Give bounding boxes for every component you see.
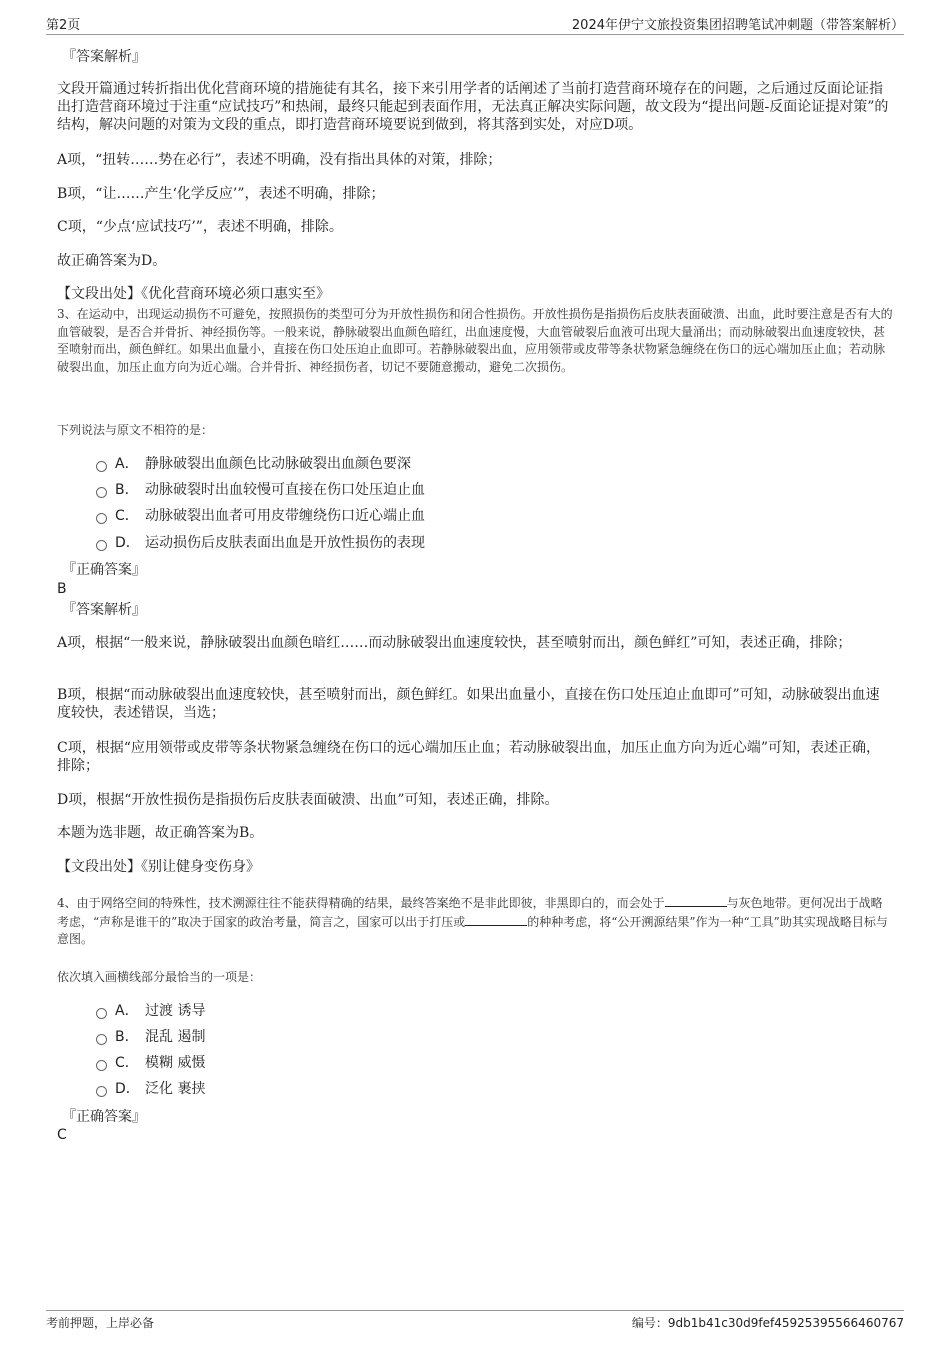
q3-analysis-heading: 『答案解析』 (62, 602, 146, 618)
radio-icon[interactable] (96, 461, 107, 472)
radio-icon[interactable] (96, 1086, 107, 1097)
radio-icon[interactable] (96, 1008, 107, 1019)
page-number: 第2页 (46, 18, 81, 33)
q3-option-d[interactable]: D． 运动损伤后皮肤表面出血是开放性损伤的表现 (96, 534, 425, 552)
q3-analysis-c: C项，根据“应用领带或皮带等条状物紧急缠绕在伤口的远心端加压止血；若动脉破裂出血，加压止血方向为近心端”可知，表述正确，排除； (57, 740, 881, 774)
q3-analysis-b: B项，根据“而动脉破裂出血速度较快，甚至喷射而出，颜色鲜红。如果出血量小，直接在伤口处压迫止血即可”可知，动脉破裂出血速度较快，表述错误，当选； (57, 687, 880, 721)
page-header (46, 12, 904, 35)
q3-option-c[interactable]: C． 动脉破裂出血者可用皮带缠绕伤口近心端止血 (96, 507, 425, 525)
q4-option-d[interactable]: D． 泛化 裹挟 (96, 1080, 205, 1098)
q3-answer-heading: 『正确答案』 (62, 562, 146, 578)
radio-icon[interactable] (96, 487, 107, 498)
q3-source: 【文段出处】《别让健身变伤身》 (57, 859, 260, 875)
q3-option-a[interactable]: A． 静脉破裂出血颜色比动脉破裂出血颜色要深 (96, 455, 411, 473)
q4-question: 依次填入画横线部分最恰当的一项是： (57, 970, 262, 984)
q4-option-b[interactable]: B． 混乱 遏制 (96, 1028, 205, 1046)
q3-answer: B (57, 581, 67, 597)
page-footer (46, 1310, 904, 1333)
blank-1 (665, 894, 727, 907)
q4-passage: 4、由于网络空间的特殊性，技术溯源往往不能获得精确的结果，最终答案绝不是非此即彼，非黑即白的，而会处于 与灰色地带。更何况出于战略考虑，“声称是谁干的”取决于国家的政治考量，简言之，国家可以出于打压或 的种种考虑，将“公开溯源结果”作为一种“工具”助其实现战略目标与意图。 (57, 896, 888, 946)
q3-analysis-a: A项，根据“一般来说，静脉破裂出血颜色暗红……而动脉破裂出血速度较快，甚至喷射而出，颜色鲜红”可知，表述正确，排除； (57, 635, 852, 651)
radio-icon[interactable] (96, 540, 107, 551)
q4-answer-heading: 『正确答案』 (62, 1109, 146, 1125)
q2-analysis-option-b: B项，“让……产生‘化学反应’”，表述不明确，排除； (57, 186, 385, 202)
q3-conclusion: 本题为选非题，故正确答案为B。 (57, 825, 264, 841)
q4-option-a[interactable]: A． 过渡 诱导 (96, 1002, 205, 1020)
q3-analysis-d: D项，根据“开放性损伤是指损伤后皮肤表面破溃、出血”可知，表述正确，排除。 (57, 792, 559, 808)
q3-passage: 3、在运动中，出现运动损伤不可避免，按照损伤的类型可分为开放性损伤和闭合性损伤。开放性损伤是指损伤后皮肤表面破溃、出血，此时要注意是否有大的血管破裂，是否合并骨折、神经损伤等。一般来说，静脉破裂出血颜色暗红，出血速度慢，大血管破裂后血液可出现大量涌出；而动脉破裂出血速度较快，甚至喷射而出，颜色鲜红。如果出血量小，直接在伤口处压迫止血即可。若静脉破裂出血，应用领带或皮带等条状物紧急缠绕在伤口的远心端加压止血；若动脉破裂出血，加压止血方向为近心端。合并骨折、神经损伤者，切记不要随意搬动，避免二次损伤。 (57, 307, 893, 374)
q2-analysis-heading: 『答案解析』 (62, 49, 146, 65)
radio-icon[interactable] (96, 1034, 107, 1045)
q2-analysis-paragraph: 文段开篇通过转折指出优化营商环境的措施徒有其名，接下来引用学者的话阐述了当前打造营商环境存在的问题，之后通过反面论证指出打造营商环境过于注重“应试技巧”和热闹，最终只能起到表面作用，无法真正解决实际问题，故文段为“提出问题-反面论证提对策”的结构，解决问题的对策为文段的重点，即打造营商环境要说到做到，将其落到实处，对应D项。 (57, 81, 889, 133)
q2-conclusion: 故正确答案为D。 (57, 253, 167, 269)
document-title: 2024年伊宁文旅投资集团招聘笔试冲刺题（带答案解析） (571, 18, 904, 33)
q4-answer: C (57, 1127, 67, 1143)
q2-source: 【文段出处】《优化营商环境必须口惠实至》 (57, 286, 330, 302)
q4-option-c[interactable]: C． 模糊 威慑 (96, 1054, 205, 1072)
radio-icon[interactable] (96, 513, 107, 524)
q2-analysis-option-c: C项，“少点‘应试技巧’”，表述不明确，排除。 (57, 219, 343, 235)
q3-option-b[interactable]: B． 动脉破裂时出血较慢可直接在伤口处压迫止血 (96, 481, 425, 499)
q2-analysis-option-a: A项，“扭转……势在必行”，表述不明确，没有指出具体的对策，排除； (57, 152, 502, 168)
footer-slogan: 考前押题，上岸必备 (46, 1316, 155, 1330)
footer-code: 编号：9db1b41c30d9fef4592539556646076‍7 (631, 1316, 904, 1330)
q3-question: 下列说法与原文不相符的是： (57, 423, 214, 437)
blank-2 (465, 913, 527, 926)
radio-icon[interactable] (96, 1060, 107, 1071)
